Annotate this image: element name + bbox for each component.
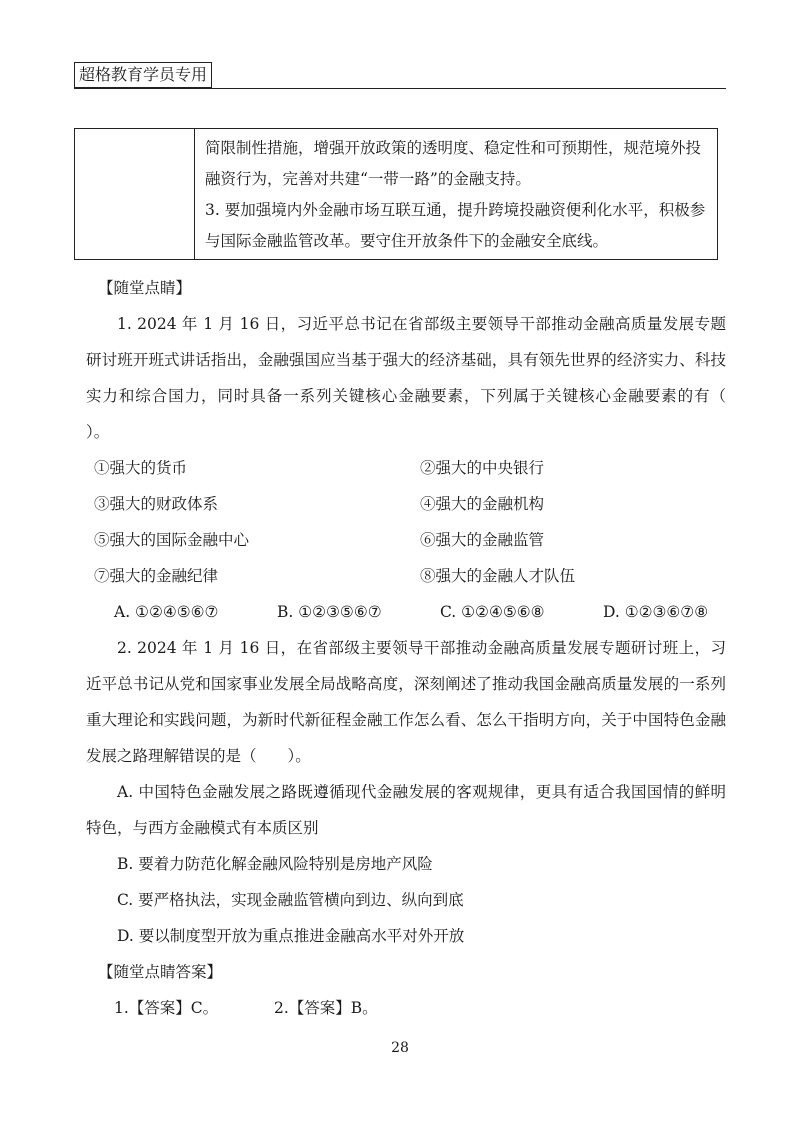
table-left-cell <box>75 129 195 259</box>
q2-option-c: C. 要严格执法，实现金融监管横向到边、纵向到底 <box>117 891 464 909</box>
header-tag: 超格教育学员专用 <box>74 62 212 88</box>
answer-2: 2.【答案】B。 <box>274 999 378 1017</box>
answers-line <box>86 990 726 1026</box>
q2-option-a: A. 中国特色金融发展之路既遵循现代金融发展的客观规律，更具有适合我国国情的鲜明特色，与西方金融模式有本质区别 <box>86 783 726 837</box>
q2-option-b: B. 要着力防范化解金融风险特别是房地产风险 <box>117 855 433 873</box>
q1-option-6: ⑥强大的金融监管 <box>420 531 545 549</box>
q1-option-8: ⑧强大的金融人才队伍 <box>420 567 576 585</box>
question-1-choices <box>86 594 726 630</box>
q1-option-7: ⑦强大的金融纪律 <box>94 567 219 585</box>
q1-choice-a: A. ①②④⑤⑥⑦ <box>114 603 219 621</box>
q1-option-2: ②强大的中央银行 <box>420 459 545 477</box>
table-line-1: 简限制性措施，增强开放政策的透明度、稳定性和可预期性，规范境外投融资行为，完善对共建“一带一路”的金融支持。 <box>205 139 702 188</box>
question-2-stem: 2. 2024 年 1 月 16 日，在省部级主要领导干部推动金融高质量发展专题研讨班上，习近平总书记从党和国家事业发展全局战略高度，深刻阐述了推动我国金融高质量发展的一系列重大理论和实践问题，为新时代新征程金融工作怎么看、怎么干指明方向，关于中国特色金融发展之路理解错误的是（ ）。 <box>86 639 726 765</box>
header-rule <box>74 88 726 89</box>
section-title-practice: 【随堂点睛】 <box>98 279 192 297</box>
q1-option-3: ③强大的财政体系 <box>94 495 219 513</box>
table-line-2: 3. 要加强境内外金融市场互联互通，提升跨境投融资便利化水平，积极参与国际金融监管改革。要守住开放条件下的金融安全底线。 <box>205 201 706 250</box>
page-number: 28 <box>391 1040 409 1056</box>
q1-choice-c: C. ①②④⑤⑥⑧ <box>440 603 545 621</box>
q1-choice-b: B. ①②③⑤⑥⑦ <box>277 603 382 621</box>
question-1-options <box>86 450 726 594</box>
continued-table <box>74 128 718 260</box>
q1-option-5: ⑤强大的国际金融中心 <box>94 531 250 549</box>
q2-option-d: D. 要以制度型开放为重点推进金融高水平对外开放 <box>117 927 465 945</box>
q1-option-1: ①强大的货币 <box>94 459 188 477</box>
section-title-answers: 【随堂点睛答案】 <box>98 963 223 981</box>
q1-choice-d: D. ①②③⑥⑦⑧ <box>603 603 709 621</box>
main-content <box>86 270 758 1026</box>
question-1-stem: 1. 2024 年 1 月 16 日，习近平总书记在省部级主要领导干部推动金融高质量发展专题研讨班开班式讲话指出，金融强国应当基于强大的经济基础，具有领先世界的经济实力、科技实力和综合国力，同时具备一系列关键核心金融要素，下列属于关键核心金融要素的有（ ）。 <box>86 315 758 441</box>
q1-option-4: ④强大的金融机构 <box>420 495 545 513</box>
answer-1: 1.【答案】C。 <box>114 999 219 1017</box>
table-right-cell <box>195 129 717 259</box>
